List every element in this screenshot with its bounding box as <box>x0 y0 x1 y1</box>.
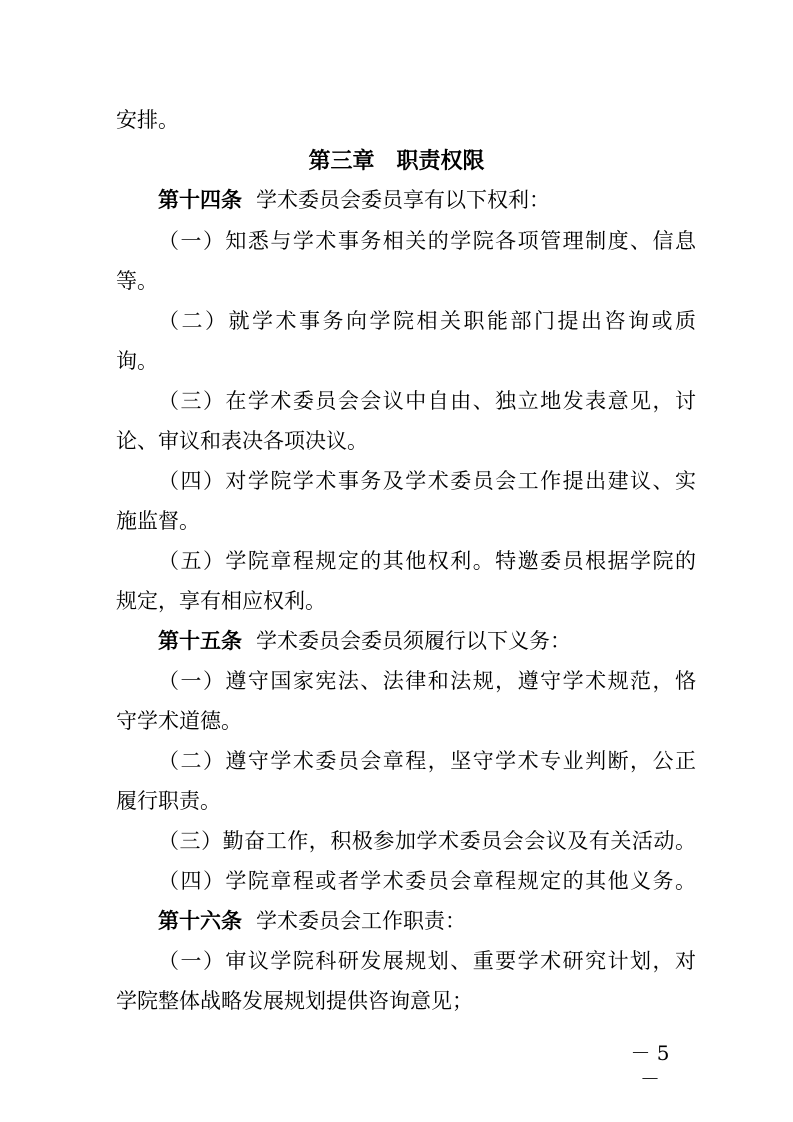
article-15-number: 第十五条 <box>158 628 242 653</box>
article-14-number: 第十四条 <box>158 187 242 212</box>
duty-1-line-1: （一）遵守国家宪法、法律和法规，遵守学术规范，恪 <box>158 669 696 693</box>
article-14 <box>158 186 738 214</box>
article-16 <box>158 907 738 935</box>
function-1-line-1: （一）审议学院科研发展规划、重要学术研究计划，对 <box>158 949 696 973</box>
right-2-line-2: 询。 <box>116 349 158 373</box>
article-15 <box>158 627 738 655</box>
right-2-line-1: （二）就学术事务向学院相关职能部门提出咨询或质 <box>158 309 696 333</box>
right-5-line-1: （五）学院章程规定的其他权利。特邀委员根据学院的 <box>158 549 696 573</box>
right-4-line-2: 施监督。 <box>116 509 200 533</box>
right-4-line-1: （四）对学院学术事务及学术委员会工作提出建议、实 <box>158 469 696 493</box>
page-number: － 5 － <box>630 1041 670 1091</box>
function-1-line-2: 学院整体战略发展规划提供咨询意见； <box>116 989 473 1013</box>
duty-4: （四）学院章程或者学术委员会章程规定的其他义务。 <box>158 869 696 893</box>
article-16-number: 第十六条 <box>158 908 242 933</box>
duty-3: （三）勤奋工作，积极参加学术委员会会议及有关活动。 <box>158 829 696 853</box>
right-3-line-1: （三）在学术委员会会议中自由、独立地发表意见，讨 <box>158 389 696 413</box>
duty-2-line-1: （二）遵守学术委员会章程，坚守学术专业判断，公正 <box>158 749 696 773</box>
right-5-line-2: 规定，享有相应权利。 <box>116 589 326 613</box>
paragraph-continuation: 安排。 <box>116 108 179 132</box>
duty-2-line-2: 履行职责。 <box>116 789 221 813</box>
chapter-heading: 第三章 职责权限 <box>308 148 485 174</box>
article-14-text: 学术委员会委员享有以下权利： <box>256 188 550 212</box>
article-16-text: 学术委员会工作职责： <box>256 909 466 933</box>
article-15-text: 学术委员会委员须履行以下义务： <box>256 629 571 653</box>
right-1-line-2: 等。 <box>116 269 158 293</box>
right-1-line-1: （一）知悉与学术事务相关的学院各项管理制度、信息 <box>158 229 696 253</box>
right-3-line-2: 论、审议和表决各项决议。 <box>116 429 368 453</box>
duty-1-line-2: 守学术道德。 <box>116 709 242 733</box>
